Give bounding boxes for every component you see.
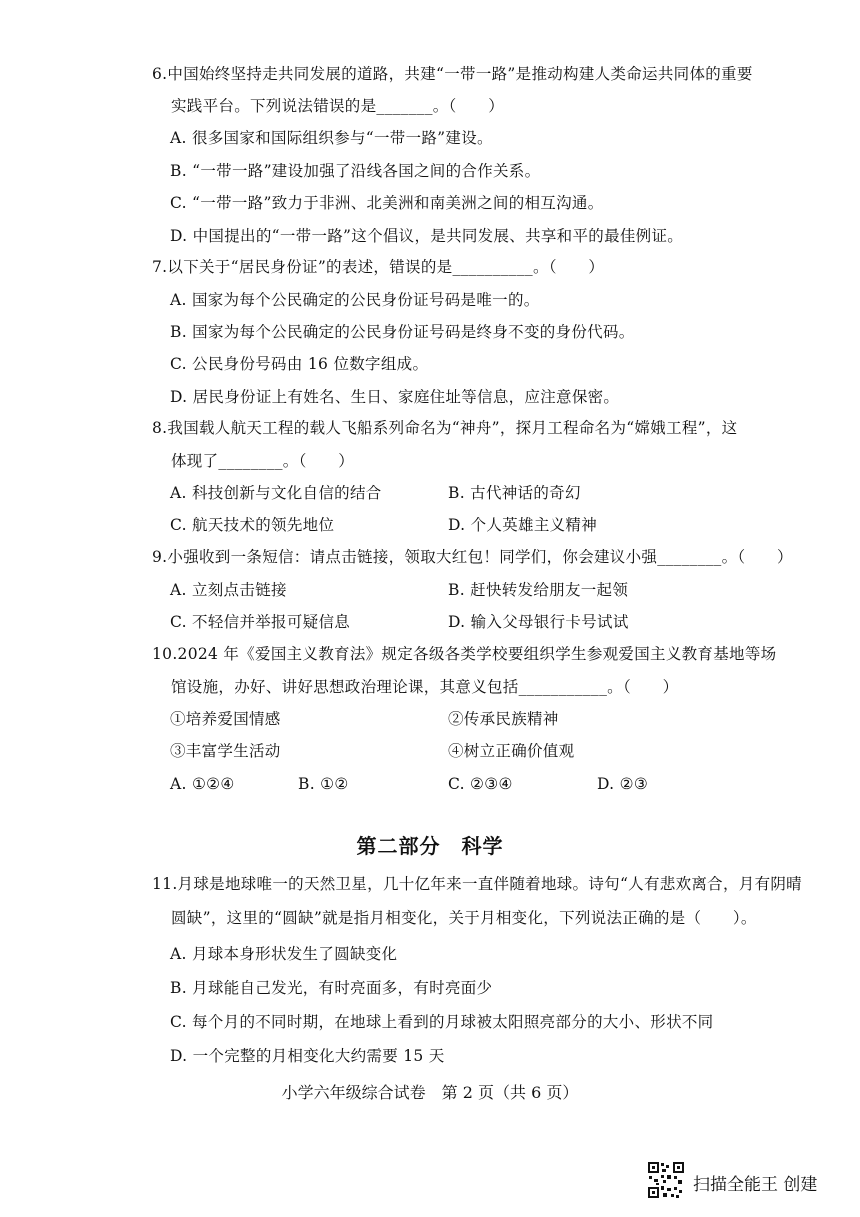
q7-option-a: A. 国家为每个公民确定的公民身份证号码是唯一的。 xyxy=(170,291,540,309)
q6-option-a: A. 很多国家和国际组织参与“一带一路”建设。 xyxy=(170,129,493,147)
q10-option-a: A. ①②④ xyxy=(170,775,235,793)
q9-option-b: B. 赶快转发给朋友一起领 xyxy=(448,581,629,599)
q11-option-b: B. 月球能自己发光，有时亮面多，有时亮面少 xyxy=(170,979,493,997)
q10-item-1: ①培养爱国情感 xyxy=(170,710,281,728)
qr-code-icon xyxy=(647,1161,685,1203)
q6-stem-line1: 6.中国始终坚持走共同发展的道路，共建“一带一路”是推动构建人类命运共同体的重要 xyxy=(152,65,753,83)
q7-option-c: C. 公民身份号码由 16 位数字组成。 xyxy=(170,355,429,373)
q7-option-d: D. 居民身份证上有姓名、生日、家庭住址等信息，应注意保密。 xyxy=(170,388,620,406)
q9-stem-line1: 9.小强收到一条短信：请点击链接，领取大红包！同学们，你会建议小强________。（ ） xyxy=(152,548,793,566)
q8-option-a: A. 科技创新与文化自信的结合 xyxy=(170,484,382,502)
page-footer: 小学六年级综合试卷 第 2 页（共 6 页） xyxy=(281,1083,579,1102)
scanner-watermark xyxy=(647,1162,817,1202)
q10-option-d: D. ②③ xyxy=(597,775,649,793)
q7-option-b: B. 国家为每个公民确定的公民身份证号码是终身不变的身份代码。 xyxy=(170,323,635,341)
q6-option-c: C. “一带一路”致力于非洲、北美洲和南美洲之间的相互沟通。 xyxy=(170,194,604,212)
q11-option-c: C. 每个月的不同时期，在地球上看到的月球被太阳照亮部分的大小、形状不同 xyxy=(170,1013,714,1031)
q9-option-a: A. 立刻点击链接 xyxy=(170,581,287,599)
q10-option-c: C. ②③④ xyxy=(448,775,513,793)
q8-stem-line1: 8.我国载人航天工程的载人飞船系列命名为“神舟”，探月工程命名为“嫦娥工程”，这 xyxy=(152,419,738,437)
q10-item-2: ②传承民族精神 xyxy=(448,710,559,728)
q8-option-b: B. 古代神话的奇幻 xyxy=(448,484,581,502)
q11-stem-line1: 11.月球是地球唯一的天然卫星，几十亿年来一直伴随着地球。诗句“人有悲欢离合，月有阴晴 xyxy=(152,875,802,893)
q9-option-d: D. 输入父母银行卡号试试 xyxy=(448,613,629,631)
q11-stem-line2: 圆缺”，这里的“圆缺”就是指月相变化，关于月相变化，下列说法正确的是（ ）。 xyxy=(171,909,757,927)
q8-option-d: D. 个人英雄主义精神 xyxy=(448,516,598,534)
q11-option-d: D. 一个完整的月相变化大约需要 15 天 xyxy=(170,1047,445,1065)
q10-item-3: ③丰富学生活动 xyxy=(170,742,281,760)
q6-stem-line2: 实践平台。下列说法错误的是_______。（ ） xyxy=(171,97,505,115)
q10-stem-line1: 10.2024 年《爱国主义教育法》规定各级各类学校要组织学生参观爱国主义教育基地等场 xyxy=(152,645,777,663)
q11-option-a: A. 月球本身形状发生了圆缺变化 xyxy=(170,945,398,963)
q10-item-4: ④树立正确价值观 xyxy=(448,742,575,760)
q10-stem-line2: 馆设施，办好、讲好思想政治理论课，其意义包括___________。（ ） xyxy=(171,678,679,696)
q6-option-b: B. “一带一路”建设加强了沿线各国之间的合作关系。 xyxy=(170,162,541,180)
q10-option-b: B. ①② xyxy=(298,775,349,793)
q8-option-c: C. 航天技术的领先地位 xyxy=(170,516,335,534)
q6-option-d: D. 中国提出的“一带一路”这个倡议，是共同发展、共享和平的最佳例证。 xyxy=(170,227,684,245)
q8-stem-line2: 体现了________。（ ） xyxy=(171,452,355,470)
q9-option-c: C. 不轻信并举报可疑信息 xyxy=(170,613,351,631)
watermark-text: 扫描全能王 创建 xyxy=(693,1174,818,1195)
section-title: 第二部分 科学 xyxy=(356,834,504,858)
q7-stem-line1: 7.以下关于“居民身份证”的表述，错误的是__________。（ ） xyxy=(152,258,605,276)
